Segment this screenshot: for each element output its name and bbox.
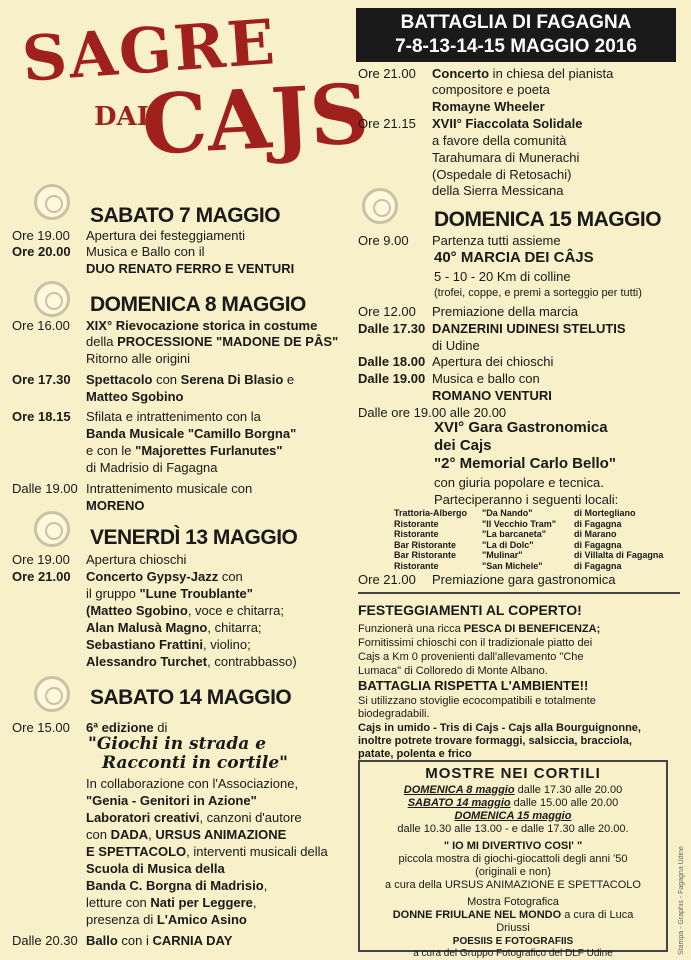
performer: MORENO xyxy=(86,498,145,513)
exhibition-text: (originali e non) xyxy=(475,866,551,878)
exhibition-schedule: DOMENICA 15 maggio xyxy=(454,810,572,822)
exhibition-text: Mostra Fotografica xyxy=(467,896,559,908)
event-header xyxy=(356,8,676,62)
exhibitions-title: MOSTRE NEI CORTILI xyxy=(425,765,601,782)
info-section xyxy=(358,592,680,760)
program-row: Dalle ore 19.00 alle 20.00 xyxy=(358,405,507,420)
info-text: biodegradabili. xyxy=(358,708,430,720)
program-row: Ritorno alle origini xyxy=(86,351,191,366)
program-row: con DADA, URSUS ANIMAZIONE xyxy=(86,827,287,842)
info-heading: BATTAGLIA RISPETTA L'AMBIENTE!! xyxy=(358,678,589,693)
program-row: a favore della comunità xyxy=(432,133,567,148)
program-row: di Madrisio di Fagagna xyxy=(86,460,218,475)
program-row: Sebastiano Frattini, violino; xyxy=(86,637,251,652)
day-heading: DOMENICA 8 MAGGIO xyxy=(90,293,306,316)
day-heading: SABATO 14 MAGGIO xyxy=(90,686,292,709)
program-row: In collaborazione con l'Associazione, xyxy=(86,776,299,791)
left-column: SABATO 7 MAGGIO Ore 19.00 Apertura dei festeggiamenti Ore 20.00 Musica e Ballo con il DUO RENATO FERRO E VENTURI DOMENICA 8 MAGGIO Ore 16.00 XIX° Rievocazione storica in costume della PROCESSIONE "MADONE DE PÂS" Ritorno alle origini Ore 17.30 Spettacolo con Serena Di Blasio e Matteo Sgobino Ore 18.15 Sfilata e intrattenimento con la Banda Musicale "Camillo Borgna" e con le "Majorettes Furlanutes" di Madrisio di Fagagna Dalle 19.00 Intrattenimento musicale con MORENO VENERDÌ 13 MAGGIO Ore 19.00 Apertura chioschi Ore 21.00 Concerto Gypsy-Jazz con il gruppo "Lune Troublante" (Matteo Sgobino, voce e chitarra; Alan Malusà Magno, chitarra; Sebastiano Frattini, violino; Alessandro Turchet, contrabbasso) SABATO 14 MAGGIO Ore 15.00 6ª edizione di "Giochi in strada e Racconti in cortile" In collaborazione con l'Associazione, "Genia - Genitori in Azione" Laboratori creativi, canzoni d'autore con DADA, URSUS ANIMAZIONE E SPETTACOLO, interventi musicali della Scuola di Musica della Banda C. Borgna di Madrisio, letture con Nati per Leggere, presenza di L'Amico Asino Dalle 20.30 Ballo con i CARNIA DAY xyxy=(12,204,339,948)
list-item: Ristorante "San Michele" di Fagagna xyxy=(394,560,622,571)
right-column: Ore 21.00 Concerto in chiesa del pianista compositore e poeta Romayne Wheeler Ore 21.15 XVII° Fiaccolata Solidale a favore della comunità Tarahumara di Munerachi (Ospedale di Retosachi) della Sierra Messicana DOMENICA 15 MAGGIO Ore 9.00 Partenza tutti assieme 40° MARCIA DEI CÂJS 5 - 10 - 20 Km di colline (trofei, coppe, e premi a sorteggio per tutti) Ore 12.00 Premiazione della marcia Dalle 17.30 DANZERINI UDINESI STELUTIS di Udine Dalle 18.00 Apertura dei chioschi Dalle 19.00 Musica e ballo con ROMANO VENTURI Dalle ore 19.00 alle 20.00 XVI° Gara Gastronomica dei Cajs "2° Memorial Carlo Bello" con giuria popolare e tecnica. Parteciperanno i seguenti locali: Trattoria-Albergo "Da Nando" di Mortegliano Ristorante "Il Vecchio Tram" di Fagagna Ristorante "La barcaneta" di Marano Bar Ristorante "La di Dolc" di Fagagna Bar Ristorante "Mulinar" di Villalta di Fagagna Ristorante "San Michele" di Fagagna Ore 21.00 Premiazione gara gastronomica xyxy=(358,66,678,586)
program-row: Parteciperanno i seguenti locali: xyxy=(434,492,619,507)
info-heading: FESTEGGIAMENTI AL COPERTO! xyxy=(358,602,582,618)
info-text: inoltre potrete trovare formaggi, salsiccia, bracciola, xyxy=(358,735,632,747)
restaurant-list xyxy=(394,508,684,571)
sagre-logo xyxy=(19,5,372,174)
logo-cajs: CAJS xyxy=(139,66,372,174)
program-row: Alan Malusà Magno, chitarra; xyxy=(86,620,262,635)
program-row: presenza di L'Amico Asino xyxy=(86,912,247,927)
info-text: Funzionerà una ricca PESCA DI BENEFICENZA; xyxy=(358,623,601,635)
program-row: Banda Musicale "Camillo Borgna" xyxy=(86,426,297,441)
program-row: Alessandro Turchet, contrabbasso) xyxy=(86,654,297,669)
program-row: (trofei, coppe, e premi a sorteggio per tutti) xyxy=(434,287,642,299)
event-dates: 7-8-13-14-15 MAGGIO 2016 xyxy=(395,36,637,57)
day-heading: DOMENICA 15 MAGGIO xyxy=(434,208,662,231)
exhibition-schedule: DOMENICA 8 maggio dalle 17.30 alle 20.00 xyxy=(403,784,623,796)
program-row: Matteo Sgobino xyxy=(86,389,184,404)
program-row: 5 - 10 - 20 Km di colline xyxy=(434,269,571,284)
list-item: Ristorante "Il Vecchio Tram" di Fagagna xyxy=(394,518,622,529)
program-row: compositore e poeta xyxy=(432,82,550,97)
exhibition-schedule: SABATO 14 maggio dalle 15.00 alle 20.00 xyxy=(407,797,619,809)
exhibition-text: Driussi xyxy=(496,922,530,934)
day-heading: SABATO 7 MAGGIO xyxy=(90,204,281,227)
program-row: letture con Nati per Leggere, xyxy=(86,895,257,910)
program-row: e con le "Majorettes Furlanutes" xyxy=(86,443,283,458)
event-title-script: Racconti in cortile" xyxy=(102,753,288,773)
list-item: Ristorante "La barcaneta" di Marano xyxy=(394,529,617,539)
info-text: patate, polenta e frico xyxy=(358,748,472,760)
exhibitions-box xyxy=(358,760,668,959)
program-row: E SPETTACOLO, interventi musicali della xyxy=(86,844,328,859)
program-row: Laboratori creativi, canzoni d'autore xyxy=(86,810,302,825)
performer: DUO RENATO FERRO E VENTURI xyxy=(86,261,295,276)
program-row: di Udine xyxy=(432,338,480,353)
event-title: dei Cajs xyxy=(434,437,492,454)
info-text: Si utilizzano stoviglie ecocompatibili e totalmente xyxy=(358,695,596,707)
exhibition-title: POESIIS E FOTOGRAFIIS a cura del Gruppo Fotografico del DLF Udine xyxy=(413,936,613,959)
exhibition-text: piccola mostra di giochi-giocattoli degli anni '50 xyxy=(398,853,628,865)
event-title: 40° MARCIA DEI CÂJS xyxy=(434,249,594,266)
logo-dai: DAI xyxy=(94,102,149,132)
event-title: XVI° Gara Gastronomica xyxy=(434,419,608,436)
program-row: della PROCESSIONE "MADONE DE PÂS" xyxy=(86,334,339,349)
info-text: Cajs in umido - Tris di Cajs - Cajs alla Bourguignonne, xyxy=(358,722,641,734)
program-row: Banda C. Borgna di Madrisio, xyxy=(86,878,268,893)
info-text: Cajs a Km 0 provenienti dall'allevamento "Che xyxy=(358,651,584,663)
program-row: (Matteo Sgobino, voce e chitarra; xyxy=(86,603,284,618)
list-item: Trattoria-Albergo "Da Nando" di Mortegliano xyxy=(394,508,636,518)
performer: Romayne Wheeler xyxy=(432,99,545,114)
performer: ROMANO VENTURI xyxy=(432,388,552,403)
info-text: Lumaca" di Colloredo di Monte Albano. xyxy=(358,665,548,677)
program-row: "Genia - Genitori in Azione" xyxy=(86,793,257,808)
program-row: con giuria popolare e tecnica. xyxy=(434,475,604,490)
event-title-script: "Giochi in strada e xyxy=(88,734,267,754)
day-heading: VENERDÌ 13 MAGGIO xyxy=(90,526,298,549)
exhibition-title: " IO MI DIVERTIVO COSI' " xyxy=(443,840,583,852)
event-title: "2° Memorial Carlo Bello" xyxy=(434,455,616,472)
list-item: Bar Ristorante "Mulinar" di Villalta di Fagagna xyxy=(394,550,664,560)
program-row: il gruppo "Lune Troublante" xyxy=(86,586,253,601)
program-row: della Sierra Messicana xyxy=(432,183,564,198)
logo-sagre: SAGRE xyxy=(19,5,279,96)
event-title: BATTAGLIA DI FAGAGNA xyxy=(400,12,632,33)
info-text: Fornitissimi chioschi con il tradizionale piatto dei xyxy=(358,637,593,649)
exhibition-schedule: dalle 10.30 alle 13.00 - e dalle 17.30 alle 20.00. xyxy=(397,823,629,835)
program-row: Scuola di Musica della xyxy=(86,861,225,876)
exhibition-title: DONNE FRIULANE NEL MONDO a cura di Luca xyxy=(392,909,634,921)
list-item: Bar Ristorante "La di Dolc" di Fagagna xyxy=(394,539,622,550)
print-credit: Stampa - Graphis - Fagagna Udine xyxy=(678,846,685,955)
exhibition-text: a cura della URSUS ANIMAZIONE E SPETTACOLO xyxy=(385,879,641,891)
program-row: Tarahumara di Munerachi xyxy=(432,150,580,165)
program-row: (Ospedale di Retosachi) xyxy=(432,167,572,182)
